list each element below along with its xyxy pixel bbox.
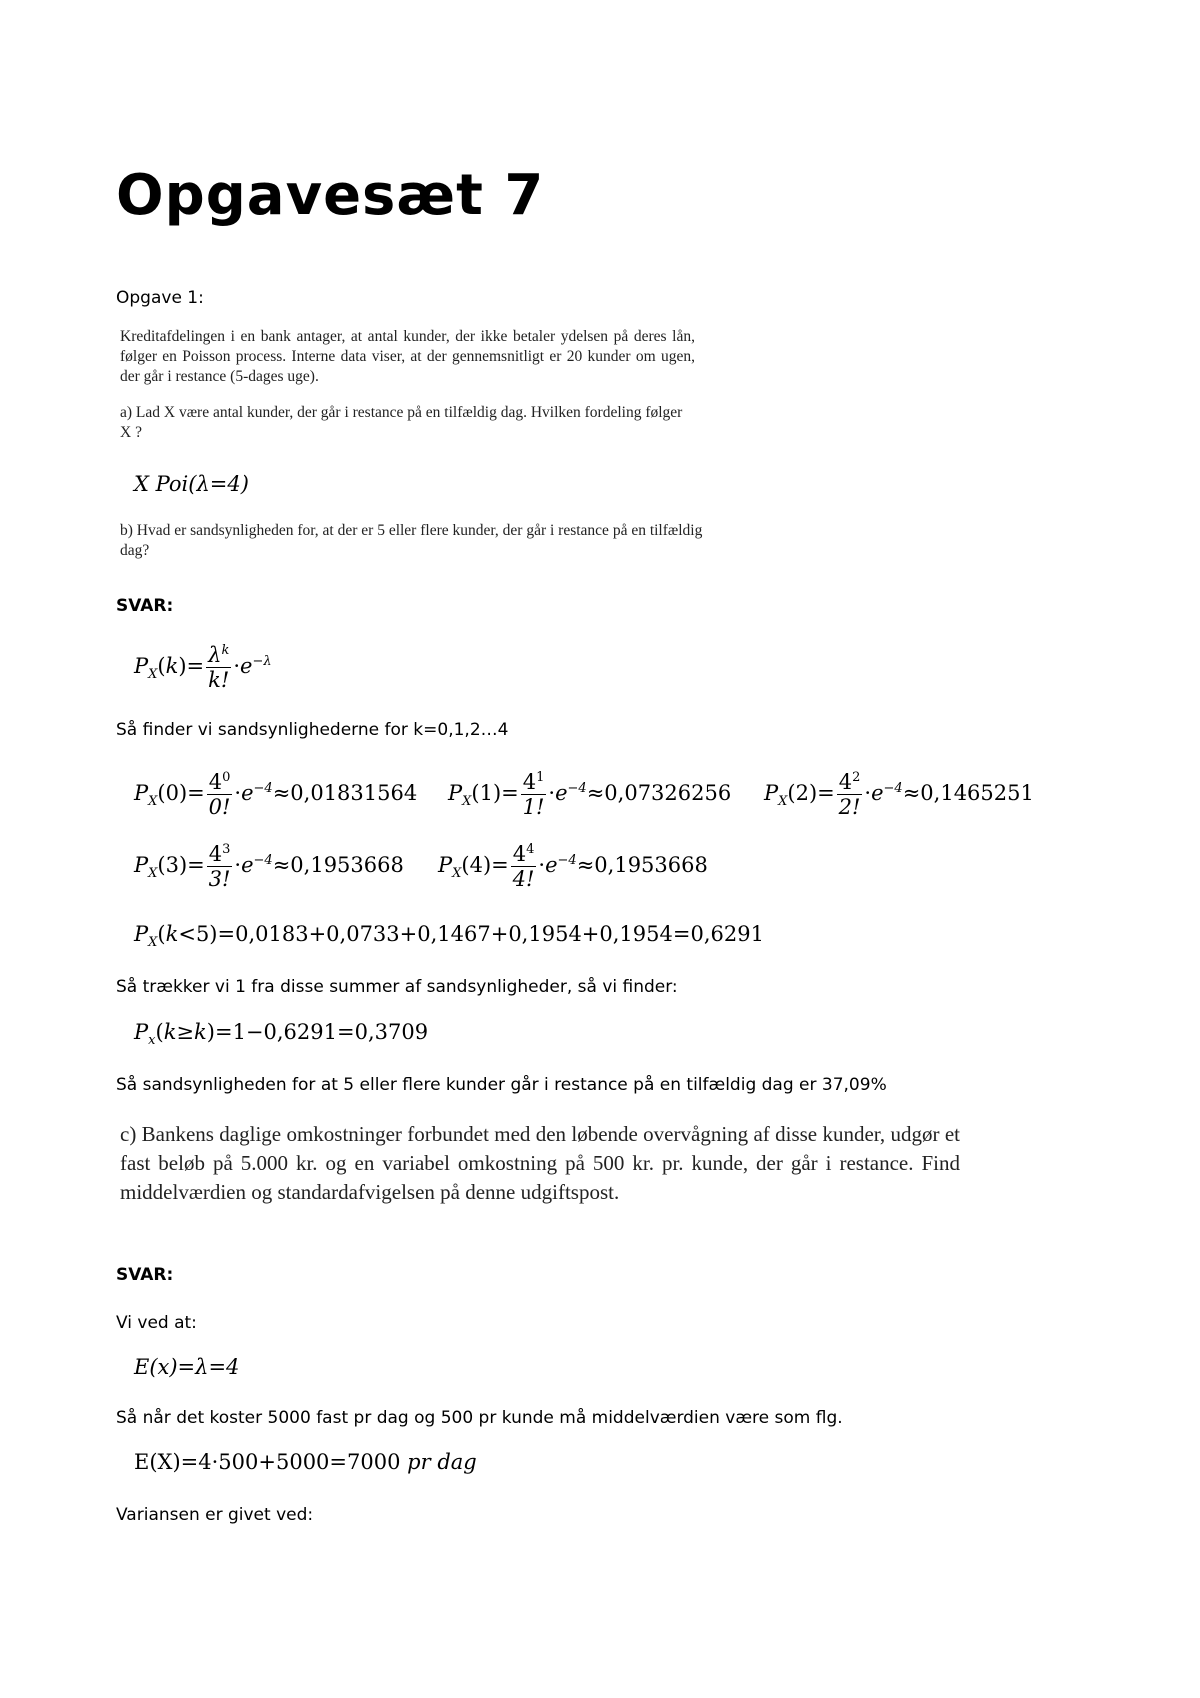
text-variance: Variansen er givet ved: <box>116 1505 314 1525</box>
prob-k0: $P_X(0)=$ $\frac{4^0}{0!}$ $\cdot e^{-4}\approx 0,01831564$ <box>134 770 418 820</box>
text-cost: Så når det koster 5000 fast pr dag og 500 pr kunde må middelværdien være som flg. <box>116 1408 843 1428</box>
prob-k4: $P_X(4)=$ $\frac{4^4}{4!}$ $\cdot e^{-4}\approx 0,1953668$ <box>438 842 708 892</box>
svar-label-2: SVAR: <box>116 1265 174 1285</box>
expect-cost-unit: pr dag <box>407 1450 477 1474</box>
sum-expression: $P_X(k<5)=0,0183+0,0733+0,1467+0,1954+0,1954=0,6291$ <box>134 922 764 951</box>
opgave-label: Opgave 1: <box>116 288 204 308</box>
answer-a: X Poi(λ=4) <box>134 472 249 496</box>
intro-text: Kreditafdelingen i en bank antager, at antal kunder, der ikke betaler ydelsen på deres lån, følger en Poisson process. Interne data viser, at der gennemsnitligt er 20 kunder om ugen, der går i restance (5-dages uge). <box>120 328 695 385</box>
prob-k1: $P_X(1)=$ $\frac{4^1}{1!}$ $\cdot e^{-4}\approx 0,07326256$ <box>448 770 732 820</box>
sum-expr-value: =0,0183+0,0733+0,1467+0,1954+0,1954=0,6291 <box>217 922 764 946</box>
expectation-expression: E(x)=λ=4 <box>134 1355 240 1379</box>
complement-value: =1−0,6291=0,3709 <box>214 1020 429 1044</box>
expect-cost-value: E(X)=4·500+5000=7000 <box>134 1450 401 1474</box>
complement-expression: $P_x(k\ge k)=1-0,6291=0,3709$ <box>134 1020 429 1049</box>
text-vi-ved: Vi ved at: <box>116 1313 197 1333</box>
prob-k3: $P_X(3)=$ $\frac{4^3}{3!}$ $\cdot e^{-4}\approx 0,1953668$ <box>134 842 404 892</box>
p1-value: ≈0,07326256 <box>586 781 732 806</box>
question-b: b) Hvad er sandsynligheden for, at der er 5 eller flere kunder, der går i restance på en tilfældig dag? <box>120 522 703 559</box>
poisson-formula: $P_X(k)=$ $\frac{\lambda^k}{k!}$ $\cdot e^{-\lambda}$ <box>134 643 272 693</box>
svar-label-1: SVAR: <box>116 596 174 616</box>
p3-value: ≈0,1953668 <box>272 853 404 878</box>
expectation-cost-expression <box>134 1450 477 1474</box>
question-a: a) Lad X være antal kunder, der går i restance på en tilfældig dag. Hvilken fordeling følger X ? <box>120 404 683 441</box>
text-find-k: Så finder vi sandsynlighederne for k=0,1,2…4 <box>116 720 509 740</box>
question-c: c) Bankens daglige omkostninger forbundet med den løbende overvågning af disse kunder, udgør et fast beløb på 5.000 kr. og en variabel omkostning på 500 kr. pr. kunde, der går i restance. Find middelværdien og standardafvigelsen på denne udgiftspost. <box>120 1122 960 1204</box>
p0-value: ≈0,01831564 <box>272 781 418 806</box>
p4-value: ≈0,1953668 <box>576 853 708 878</box>
page-title: Opgavesæt 7 <box>116 163 545 228</box>
prob-k2: $P_X(2)=$ $\frac{4^2}{2!}$ $\cdot e^{-4}\approx 0,1465251$ <box>764 770 1034 820</box>
p2-value: ≈0,1465251 <box>902 781 1034 806</box>
text-subtract: Så trækker vi 1 fra disse summer af sandsynligheder, så vi finder: <box>116 977 678 997</box>
text-result-b: Så sandsynligheden for at 5 eller flere kunder går i restance på en tilfældig dag er 37,09% <box>116 1075 887 1095</box>
